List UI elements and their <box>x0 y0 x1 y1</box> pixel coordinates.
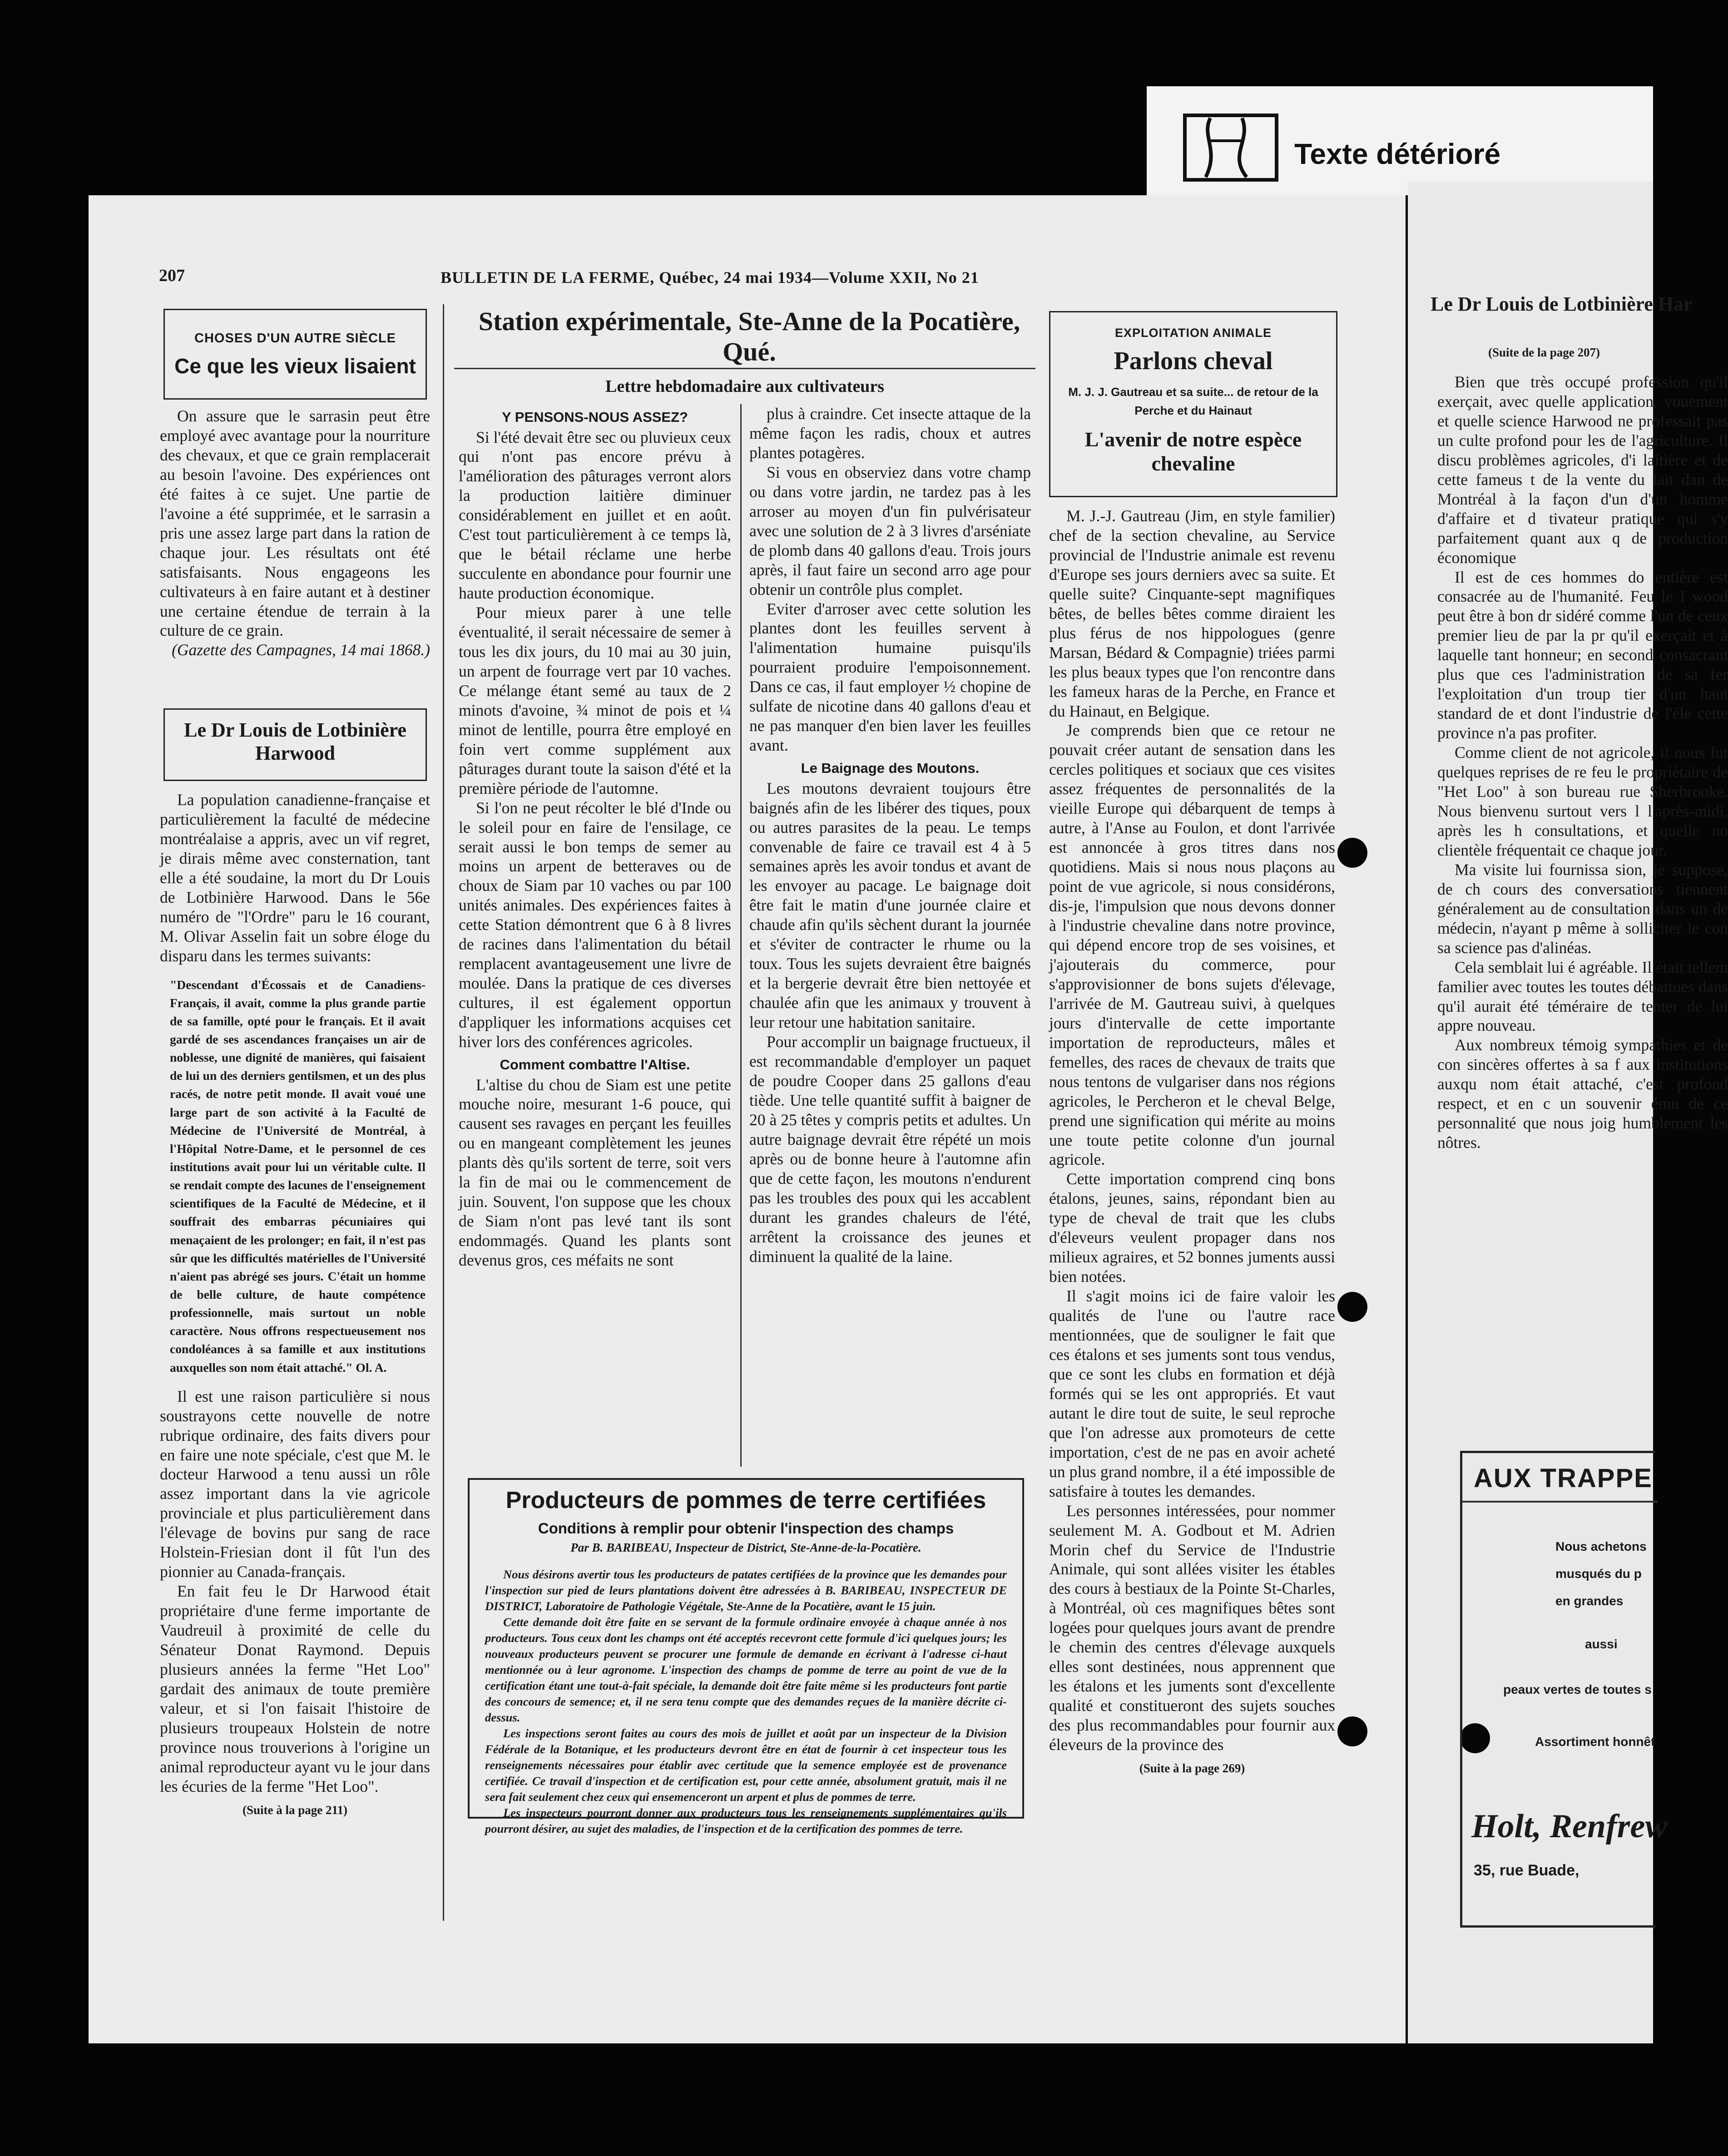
column-1-body <box>160 790 430 1921</box>
choses-citation: (Gazette des Campagnes, 14 mai 1868.) <box>172 641 430 659</box>
horse-para-3: Cette importation comprend cinq bons étalons, jeunes, sains, répondant bien au type de cheval de trait que les clubs d'éleveurs veulent propager dans nos milieux agraires, et 52 bonnes juments aussi bien notées. <box>1049 1170 1335 1286</box>
harwood-continued: (Suite à la page 211) <box>242 1803 347 1817</box>
potato-para-3: Les inspections seront faites au cours des mois de juillet et août par un inspecteur de la Division Fédérale de la Botanique, et les producteurs devront être en état de fournir à cet inspecteur tous les renseignements nécessaires pour établir avec certitude que la semence employée est de provenance certifiée. Ce travail d'inspection et de certification est, pour cette année, absolument gratuit, mais il ne sera fait seulement chez ceux qui ensemenceront un arpent et plus de pommes de terre. <box>485 1726 1007 1804</box>
choses-box <box>163 309 427 400</box>
next-para-2: Il est de ces hommes do entière est consacrée au de l'humanité. Feu le I wood peut être à bon dr sidéré comme l'un de ceux premier lieu de par la pr qu'il exerçait et à laquelle tant honneur; en second consacrant plus que ces l'administration de sa fer l'exploitation d'un troup tier d'un haut standard de et dont l'industrie de l'éle cette province n'a pas profiter. <box>1437 568 1728 742</box>
potato-para-2: Cette demande doit être faite en se servant de la formule ordinaire envoyée à chaque année à nos producteurs. Tous ceux dont les champs ont été acceptés recevront cette formule d'ici quelques jours; les nouveaux producteurs peuvent se procurer une formule de demande en écrivant à l'adresse ci-haut mentionnée ou à leur agronome. L'inspection des champs de pomme de terre au point de vue de la certification étant une tout-à-fait spéciale, la demande doit être faite même si les producteurs font partie des concours de semence; et, il ne sera tenu compte que des demandes reçues de la manière décrite ci-dessus. <box>485 1615 1007 1724</box>
potato-para-4: Les inspecteurs pourront donner aux producteurs tous les renseignements supplémentaires qu'ils pourront désirer, au sujet des maladies, de l'inspection et de la certification des pommes de terre. <box>485 1805 1007 1835</box>
publication-line: BULLETIN DE LA FERME, Québec, 24 mai 1934—Volume XXII, No 21 <box>441 268 979 287</box>
station-b-p1: plus à craindre. Cet insecte attaque de la même façon les radis, choux et autres plantes potagères. <box>749 405 1031 462</box>
harwood-para-1: La population canadienne-française et particulièrement la faculté de médecine montréalaise a appris, avec un vif regret, je dirais même avec consternation, tant elle a été soudaine, la mort du Dr Louis de Lotbinière Harwood. Dans le 56e numéro de "l'Ordre" paru le 16 courant, M. Olivar Asselin fait un sobre éloge du disparu dans les termes suivants: <box>160 791 430 965</box>
station-title: Station expérimentale, Ste-Anne de la Pocatière, Qué. <box>478 307 1020 366</box>
trapper-ad <box>1460 1451 1668 1928</box>
column-rule-2 <box>740 404 742 1467</box>
horse-header-box <box>1049 311 1337 497</box>
station-column-b <box>749 404 1031 1471</box>
harwood-para-2: Il est une raison particulière si nous soustrayons cette nouvelle de notre rubrique ordinaire, des faits divers pour en faire une note spéciale, c'est que M. le docteur Harwood a tenu aussi un rôle assez important dans la vie agricole provinciale et plus particulièrement dans l'élevage de bovins pur sang de race Holstein-Friesian dont il fût l'un des pionnier au Canada-français. <box>160 1387 430 1581</box>
station-a-p2: Pour mieux parer à une telle éventualité, il serait nécessaire de semer à tous les dix jours, du 10 mai au 30 juin, un arpent de fourrage vert par 10 vaches. Ce mélange étant semé au taux de 2 minots d'avoine, ¾ minot de pois et ¼ minot de lentille, pourra être employé en foin vert comme supplément aux pâturages durant toute la saison d'été et la première période de l'automne. <box>459 603 731 797</box>
potato-subtitle: Conditions à remplir pour obtenir l'inspection des champs <box>538 1520 954 1537</box>
horse-kicker: EXPLOITATION ANIMALE <box>1115 326 1272 340</box>
choses-paragraph: On assure que le sarrasin peut être employé avec avantage pour la nourriture des chevaux, et que ce grain remplacerait au besoin l'avoine. Des expériences ont été faites à ce sujet. Une partie de l'avoine a été supprimée, et le sarrasin a pris une assez large part dans la ration de chaque jour. Les résultats ont été satisfaisants. Nous engageons les cultivateurs à en faire autant et à destiner une certaine étendue de terrain à la culture de ce grain. <box>160 407 430 640</box>
station-b-p3: Eviter d'arroser avec cette solution les plantes dont les feuilles servent à l'alimentation humaine puisqu'ils pourraient produire l'empoisonnement. Dans ce cas, il faut employer ½ chopine de sulfate de nicotine dans 40 gallons d'eau et ne pas manquer d'en bien laver les feuilles avant. <box>749 599 1031 755</box>
horse-title-2: L'avenir de notre espèce chevaline <box>1084 427 1302 475</box>
punch-hole <box>1337 838 1367 868</box>
horse-column <box>1049 506 1335 1921</box>
station-b-p5: Pour accomplir un baignage fructueux, il est recommandable d'employer un paquet de poudre Cooper dans 25 gallons d'eau tiède. Une telle quantité suffit à baigner de 20 à 25 têtes y compris petits et adultes. Un autre baignage devrait être répété un mois après ou de bonne heure à l'automne afin que de cette façon, les moutons n'endurent pas les troubles des poux qui les accablent durant les grandes chaleurs de l'été, arrêtent la croissance des jeunes et diminuent la qualité de la laine. <box>749 1033 1031 1266</box>
station-a-p1: Si l'été devait être sec ou pluvieux ceux qui n'ont pas encore prévu à l'amélioration des pâturages verront alors la production laitière diminuer considérablement en juillet et en août. C'est tout particulièrement à ce temps là, que le bétail réclame une herbe succulente en abondance pour fournir une haute production économique. <box>459 428 731 603</box>
choses-title: Ce que les vieux lisaient <box>174 354 416 378</box>
potato-body <box>485 1567 1007 1836</box>
harwood-para-3: En fait feu le Dr Harwood était propriétaire d'une ferme importante de Vaudreuil à proximité de celle du Sénateur Donat Raymond. Depuis plusieurs années la ferme "Het Loo" gardait des animaux de toute première valeur, et si l'on faisait l'histoire de plusieurs troupeaux Holstein de notre province nous trouverions à l'origine un animal reproducteur ayant vu le jour dans les écuries de la ferme "Het Loo". <box>160 1582 430 1795</box>
page-number: 207 <box>159 266 185 285</box>
horse-para-1: M. J.-J. Gautreau (Jim, en style familier) chef de la section chevaline, au Service provincial de l'Industrie animale est revenu d'Europe ses jours derniers avec sa suite. Et quelle suite? Cinquante-sept magnifiques bêtes, de belles bêtes comme diraient les plus férus de nos hippologues (genre Marsan, Bédard & Compagnie) triées parmi les plus beaux types que l'on rencontre dans les fameux haras de la Perche, en France et du Hainaut, en Belgique. <box>1049 507 1335 720</box>
harwood-quote: "Descendant d'Écossais et de Canadiens-Français, il avait, comme la plus grande partie de sa famille, opté pour le français. Et il avait gardé de ses ascendances françaises un air de noblesse, une dignité de manières, qui faisaient de lui un des derniers gentilsmen, et un des plus racés, de notre petit monde. Il avait voué une large part de son activité à la Faculté de Médecine de l'Université de Montréal, à l'Hôpital Notre-Dame, et le personnel de ces institutions avait pour lui un véritable culte. Il se rendait compte des lacunes de l'enseignement scientifiques de la Faculté de Médecine, et il souffrait des embarras pécuniaires qui menaçaient de les prolonger; en fait, il n'est pas sûr que les difficultés matérielles de l'Université n'aient pas abrégé ses jours. C'était un homme de belle culture, de haute compétence professionnelle, mais surtout un noble caractère. Nous offrons respectueusement nos condoléances à sa famille et aux institutions auxquelles son nom était attaché." Ol. A. <box>170 977 426 1375</box>
horse-para-5: Les personnes intéressées, pour nommer seulement M. A. Godbout et M. Adrien Morin chef du Service de l'Industrie Animale, qui sont allées visiter les étables des cours à bestiaux de la Pointe St-Charles, à Montréal, où ces magnifiques bêtes sont logées pour quelques jours avant de prendre le chemin des centres d'élevage auxquels elles sont destinées, nous apprennent que les étalons et les juments sont d'excellente qualité et constitueront des sujets souches des plus recommandables pour fournir aux éleveurs de la province des <box>1049 1501 1335 1754</box>
ad-line-2: musqués du p <box>1555 1567 1642 1581</box>
column-rule-1 <box>443 304 444 1921</box>
horse-deck: M. J. J. Gautreau et sa suite... de retour de la Perche et du Hainaut <box>1068 385 1318 417</box>
damaged-page-icon <box>1183 114 1278 182</box>
station-sub-1: Y PENSONS-NOUS ASSEZ? <box>502 409 688 425</box>
deteriorated-banner <box>1147 86 1653 195</box>
ad-line-5: peaux vertes de toutes s <box>1503 1682 1652 1696</box>
ad-signature: Holt, Renfrew <box>1471 1808 1668 1845</box>
ad-line-6: Assortiment honnêt <box>1535 1735 1655 1749</box>
choses-kicker: CHOSES D'UN AUTRE SIÈCLE <box>194 331 396 346</box>
potato-para-1: Nous désirons avertir tous les producteurs de patates certifiées de la province que les demandes pour l'inspection sur pied de leurs plantations doivent être adressées à B. BARIBEAU, INSPECTEUR DE DISTRICT, Laboratoire de Pathologie Végétale, Ste-Anne de la Pocatière, avant le 15 juin. <box>485 1568 1007 1613</box>
next-para-5: Cela semblait lui é agréable. Il était tellem familier avec toutes les toutes débattues dans qu'il aurait été téméraire de tenter de lui appre nouveau. <box>1437 958 1728 1035</box>
potato-notice-box <box>468 1478 1024 1835</box>
station-b-p4: Les moutons devraient toujours être baignés afin de les libérer des tiques, poux ou autres parasites de la peau. Le temps convenable de faire ce travail est 4 à 5 semaines après les avoir tondus et avant de les envoyer au pacage. Le baignage doit être fait le matin d'une journée claire et chaude afin qu'ils sèchent durant la journée et s'éviter de contracter le rhume ou la toux. Tous les sujets devraient être baignés et la bergerie devrait être bien nettoyée et chaulée afin que les animaux y trouvent à leur retour une habitation sanitaire. <box>749 779 1031 1032</box>
next-page-column <box>1437 372 1728 1435</box>
next-para-6: Aux nombreux témoig sympathies et de con sincères offertes à sa f aux institutions auxqu nom était attaché, c'est profond respect, et en c un souvenir ému de ce personnalité que nous joig humblement les nôtres. <box>1437 1036 1728 1152</box>
station-subtitle: Lettre hebdomadaire aux cultivateurs <box>605 377 884 396</box>
next-para-3: Comme client de not agricole, il nous fut quelques reprises de re feu le propriétaire de "Het Loo" à son bureau rue Sherbrooke. Nous bienvenu surtout vers l l'après-midi, après les h consultations, et quelle no clientèle fréquentait ce chaque jour. <box>1437 743 1728 859</box>
next-page-cont: (Suite de la page 207) <box>1488 346 1600 359</box>
station-rule <box>454 368 1035 369</box>
next-para-1: Bien que très occupé profession qu'il exerçait, avec quelle application, vouement et quelle science Harwood ne professait pas un culte profond pour les de l'agriculture. Il discu problèmes agricoles, d'i laitière et de cette fameus t de la vente du lait dan de Montréal à la façon d'un d'un homme d'affaire et d tivateur pratique qui s'y parfaitement quant aux q de production économique <box>1437 373 1728 567</box>
station-column-a <box>459 404 731 1471</box>
ad-line-1: Nous achetons <box>1555 1539 1647 1553</box>
horse-title: Parlons cheval <box>1114 347 1273 375</box>
horse-para-2: Je comprends bien que ce retour ne pouvait créer autant de sensation dans les cercles politiques et sociaux que ces visites assez fréquentes de personnalités de la vieille Europe qui débarquent de temps à autre, à l'Anse au Foulon, et dont l'arrivée est annoncée à gros titres dans nos quotidiens. Mais si nous nous plaçons au point de vue agricole, si nous considérons, dis-je, l'impulsion que nous devons donner à l'industrie chevaline dans notre province, qui dépend encore trop de ses voisines, et j'ajouterais du commerce, pour s'approvisionner de bons sujets d'élevage, l'arrivée de M. Gautreau suivi, à quelques jours d'intervalle de cette importante importation de reproducteurs, mâles et femelles, des races de chevaux de traits que nous tentons de vulgariser dans nos régions agricoles, le Percheron et le cheval Belge, prend une signification qui mérite au moins une toute petite colonne d'un journal agricole. <box>1049 721 1335 1169</box>
next-page-title: Le Dr Louis de Lotbinière Har <box>1431 293 1693 315</box>
ad-address: 35, rue Buade, <box>1474 1862 1579 1879</box>
station-sub-3: Le Baignage des Moutons. <box>801 760 980 776</box>
station-sub-2: Comment combattre l'Altise. <box>500 1057 690 1073</box>
harwood-title: Le Dr Louis de Lotbinière Harwood <box>184 719 406 764</box>
ad-line-3: en grandes <box>1555 1594 1624 1608</box>
horse-para-4: Il s'agit moins ici de faire valoir les qualités de l'une ou l'autre race mentionnées, que de souligner le fait que ces étalons et ses juments sont tous vendus, que ce sont les clubs en formation et déjà formés qui se les ont appropriés. Et vaut autant le dire tout de suite, le seul reproche que l'on adresse aux promoteurs de cette importation, c'est de ne pas en avoir acheté un plus grand nombre, il a été impossible de satisfaire à toutes les demandes. <box>1049 1287 1335 1500</box>
ad-name: AUX TRAPPE <box>1474 1464 1653 1493</box>
next-para-4: Ma visite lui fournissa sion, je suppose, de ch cours des conversations tiennent généralement au de consultation dans un de médecin, n'ayant p même à solliciter le con sa science pas d'alinéas. <box>1437 860 1728 957</box>
station-b-p2: Si vous en observiez dans votre champ ou dans votre jardin, ne tardez pas à les arroser au moyen d'un fin pulvérisateur avec une solution de 2 à 3 livres d'arséniate de plomb dans 40 gallons d'eau. Trois jours après, il faut faire un second arro age pour obtenir un contrôle plus complet. <box>749 463 1031 598</box>
punch-hole <box>1337 1292 1367 1322</box>
potato-title: Producteurs de pommes de terre certifiées <box>505 1487 986 1513</box>
punch-hole <box>1337 1716 1367 1746</box>
station-a-p3: Si l'on ne peut récolter le blé d'Inde ou le soleil pour en faire de l'ensilage, ce serait aussi le bon temps de semer au moins un arpent de betteraves ou de choux de Siam par 10 vaches ou par 100 unités animales. Des expériences faites à cette Station démontrent que 6 à 8 livres de racines dans l'alimentation du bétail remplacent avantageusement une livre de moulée. Dans la pratique de ces diverses cultures, il est également opportun d'appliquer les informations acquises cet hiver lors des conférences agricoles. <box>459 798 731 1051</box>
potato-byline: Par B. BARIBEAU, Inspecteur de District, Ste-Anne-de-la-Pocatière. <box>570 1541 921 1555</box>
station-a-p4: L'altise du chou de Siam est une petite mouche noire, mesurant 1-6 pouce, qui causent ses ravages en perçant les feuilles ou en mangeant complètement les jeunes plants dès qu'ils sortent de terre, soit vers la fin de mai ou le commencement de juin. Souvent, l'on suppose que les choux de Siam n'ont pas levé tant ils sont endommagés. Quand les plants sont devenus gros, ces méfaits ne sont <box>459 1075 731 1270</box>
ad-rule <box>1462 1501 1658 1503</box>
horse-continued: (Suite à la page 269) <box>1139 1761 1245 1775</box>
deteriorated-label: Texte détérioré <box>1294 138 1501 170</box>
harwood-box <box>163 708 427 781</box>
column-1-top <box>160 406 430 706</box>
ad-line-4: aussi <box>1585 1637 1618 1651</box>
